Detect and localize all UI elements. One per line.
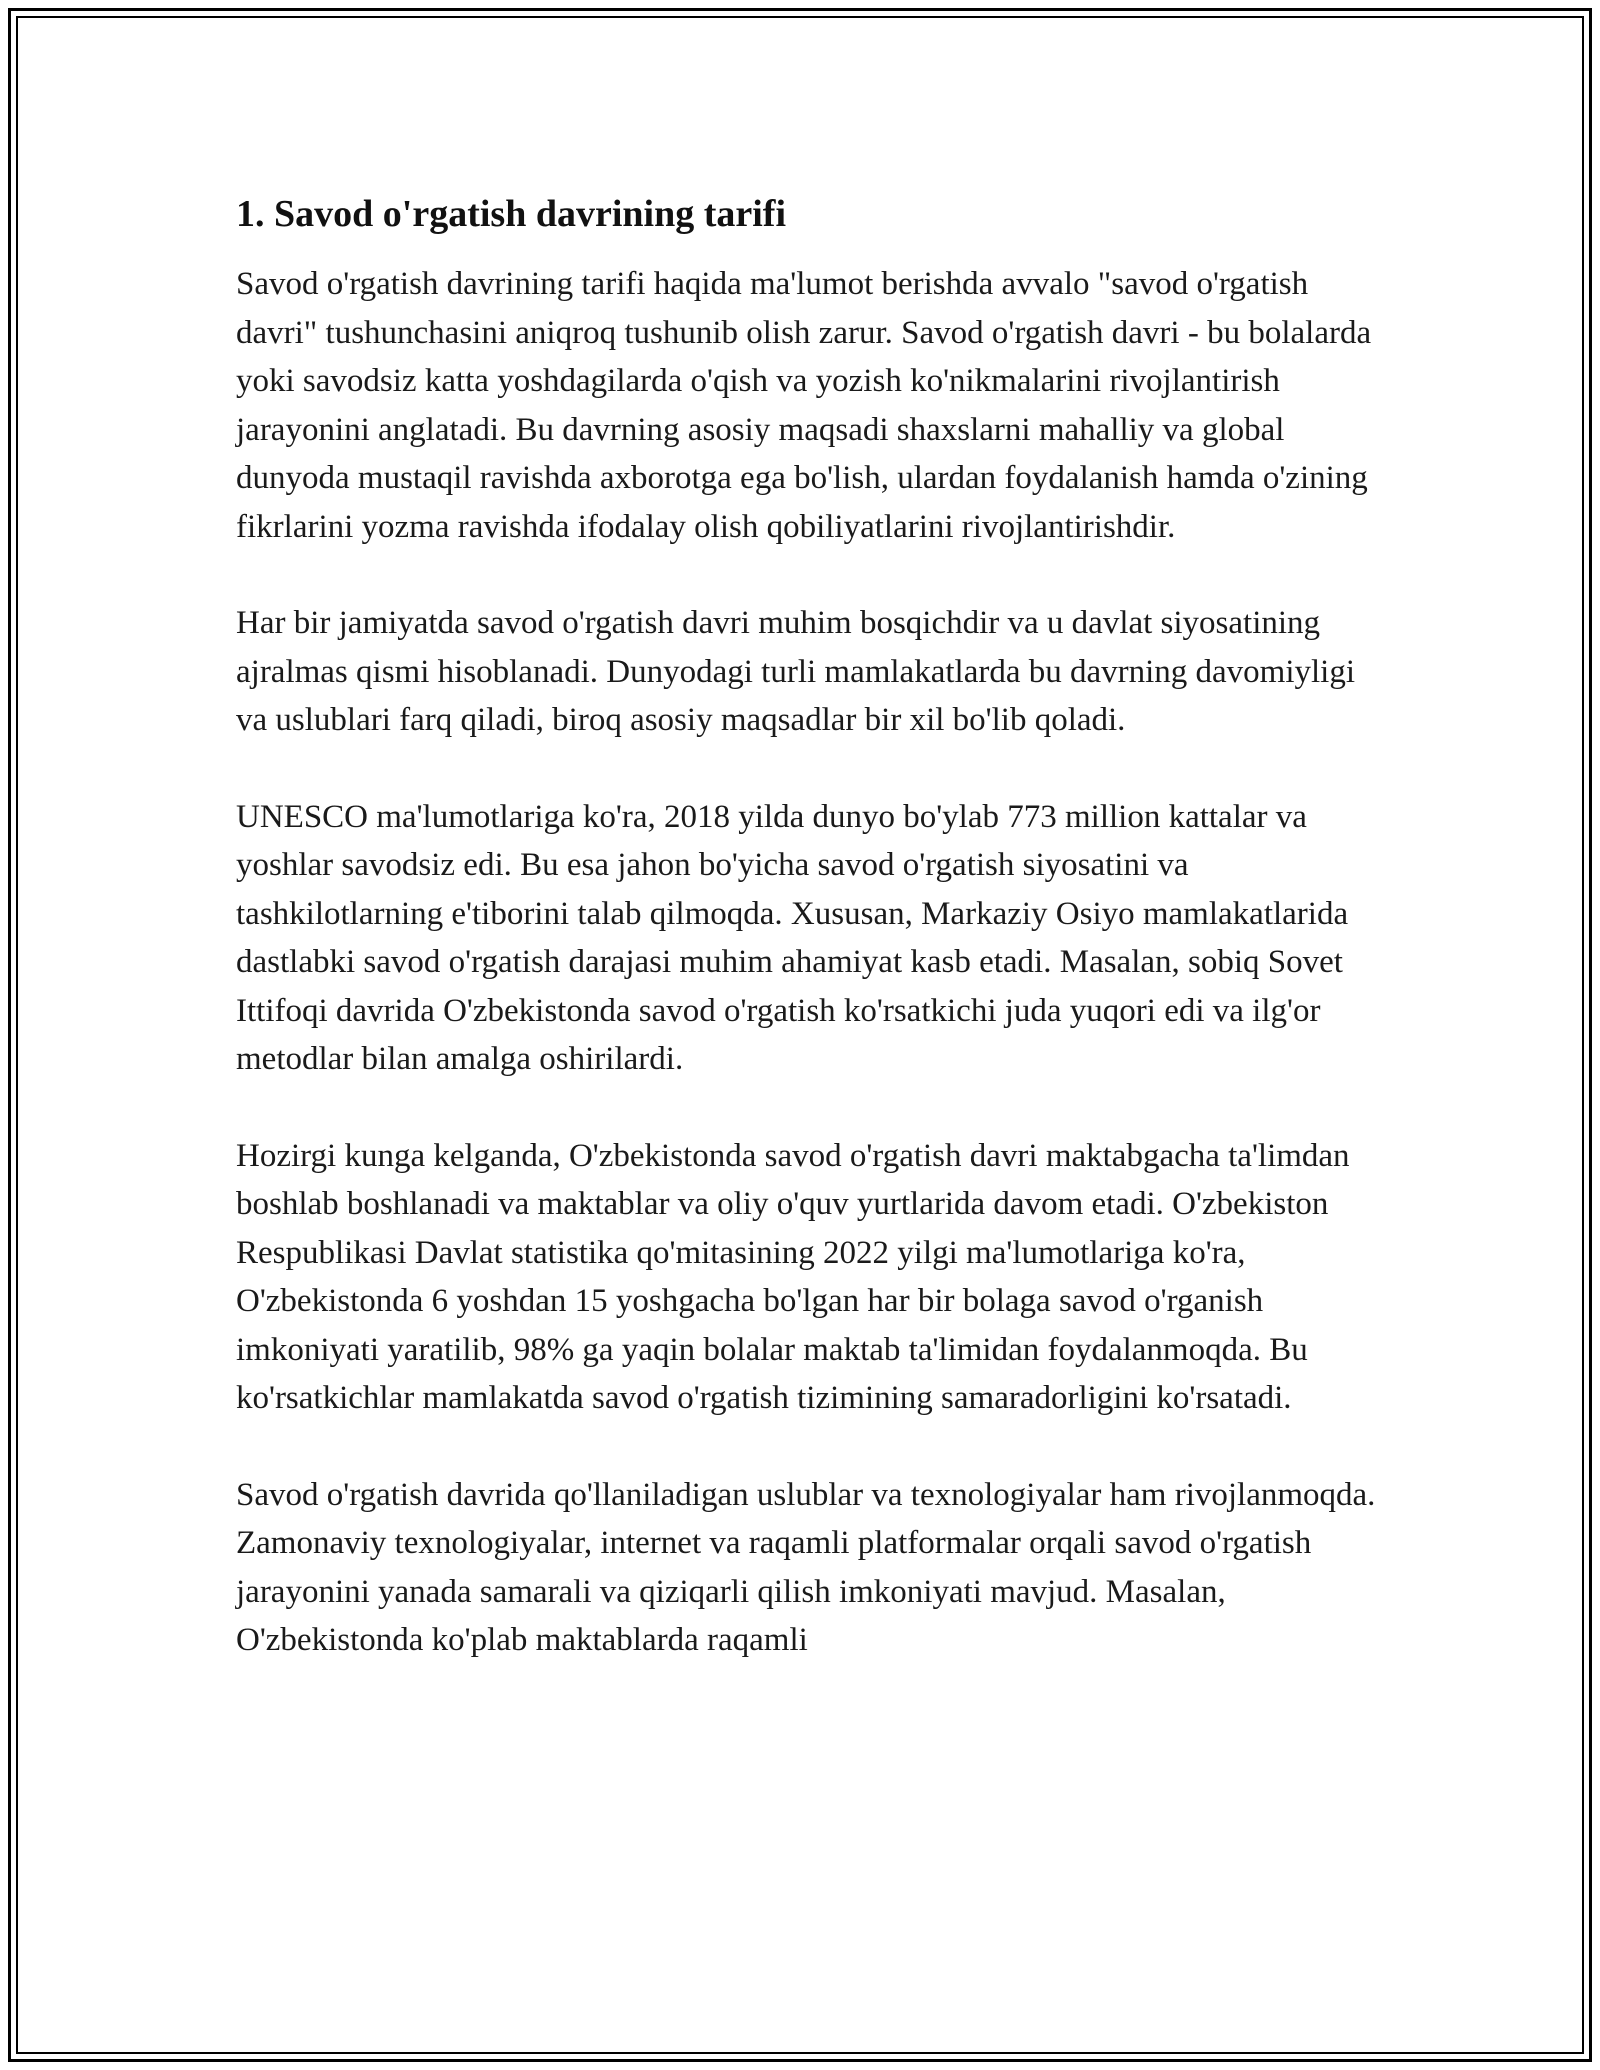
paragraph-4: Hozirgi kunga kelganda, O'zbekistonda savod o'rgatish davri maktabgacha ta'limdan boshlab boshlanadi va maktablar va oliy o'quv yurtlarida davom etadi. O'zbekiston Respublikasi Davlat statistika qo'mitasining 2022 yilgi ma'lumotlariga ko'ra, O'zbekistonda 6 yoshdan 15 yoshgacha bo'lgan har bir bolaga savod o'rganish imkoniyati yaratilib, 98% ga yaqin bolalar maktab ta'limidan foydalanmoqda. Bu ko'rsatkichlar mamlakatda savod o'rgatish tizimining samaradorligini ko'rsatadi. — [236, 1137, 1350, 1416]
paragraph-2: Har bir jamiyatda savod o'rgatish davri muhim bosqichdir va u davlat siyosatining ajralmas qismi hisoblanadi. Dunyodagi turli mamlakatlarda bu davrning davomiyligi va uslublari farq qiladi, biroq asosiy maqsadlar bir xil bo'lib qoladi. — [236, 605, 1356, 738]
document-body — [236, 186, 1376, 1713]
section-heading: 1. Savod o'rgatish davrining tarifi — [236, 193, 786, 235]
paragraph-5: Savod o'rgatish davrida qo'llaniladigan uslublar va texnologiyalar ham rivojlanmoqda. Zamonaviy texnologiyalar, internet va raqamli platformalar orqali savod o'rgatish jarayonini yanada samarali va qiziqarli qilish imkoniyati mavjud. Masalan, O'zbekistonda ko'plab maktablarda raqamli — [236, 1476, 1376, 1658]
paragraph-1: Savod o'rgatish davrining tarifi haqida ma'lumot berishda avvalo "savod o'rgatish davri" tushunchasini aniqroq tushunib olish zarur. Savod o'rgatish davri - bu bolalarda yoki savodsiz katta yoshdagilarda o'qish va yozish ko'nikmalarini rivojlantirish jarayonini anglatadi. Bu davrning asosiy maqsadi shaxslarni mahalliy va global dunyoda mustaqil ravishda axborotga ega bo'lish, ulardan foydalanish hamda o'zining fikrlarini yozma ravishda ifodalay olish qobiliyatlarini rivojlantirishdir. — [236, 266, 1372, 545]
paragraph-3: UNESCO ma'lumotlariga ko'ra, 2018 yilda dunyo bo'ylab 773 million kattalar va yoshlar savodsiz edi. Bu esa jahon bo'yicha savod o'rgatish siyosatini va tashkilotlarning e'tiborini talab qilmoqda. Xususan, Markaziy Osiyo mamlakatlarida dastlabki savod o'rgatish darajasi muhim ahamiyat kasb etadi. Masalan, sobiq Sovet Ittifoqi davrida O'zbekistonda savod o'rgatish ko'rsatkichi juda yuqori edi va ilg'or metodlar bilan amalga oshirilardi. — [236, 798, 1349, 1077]
